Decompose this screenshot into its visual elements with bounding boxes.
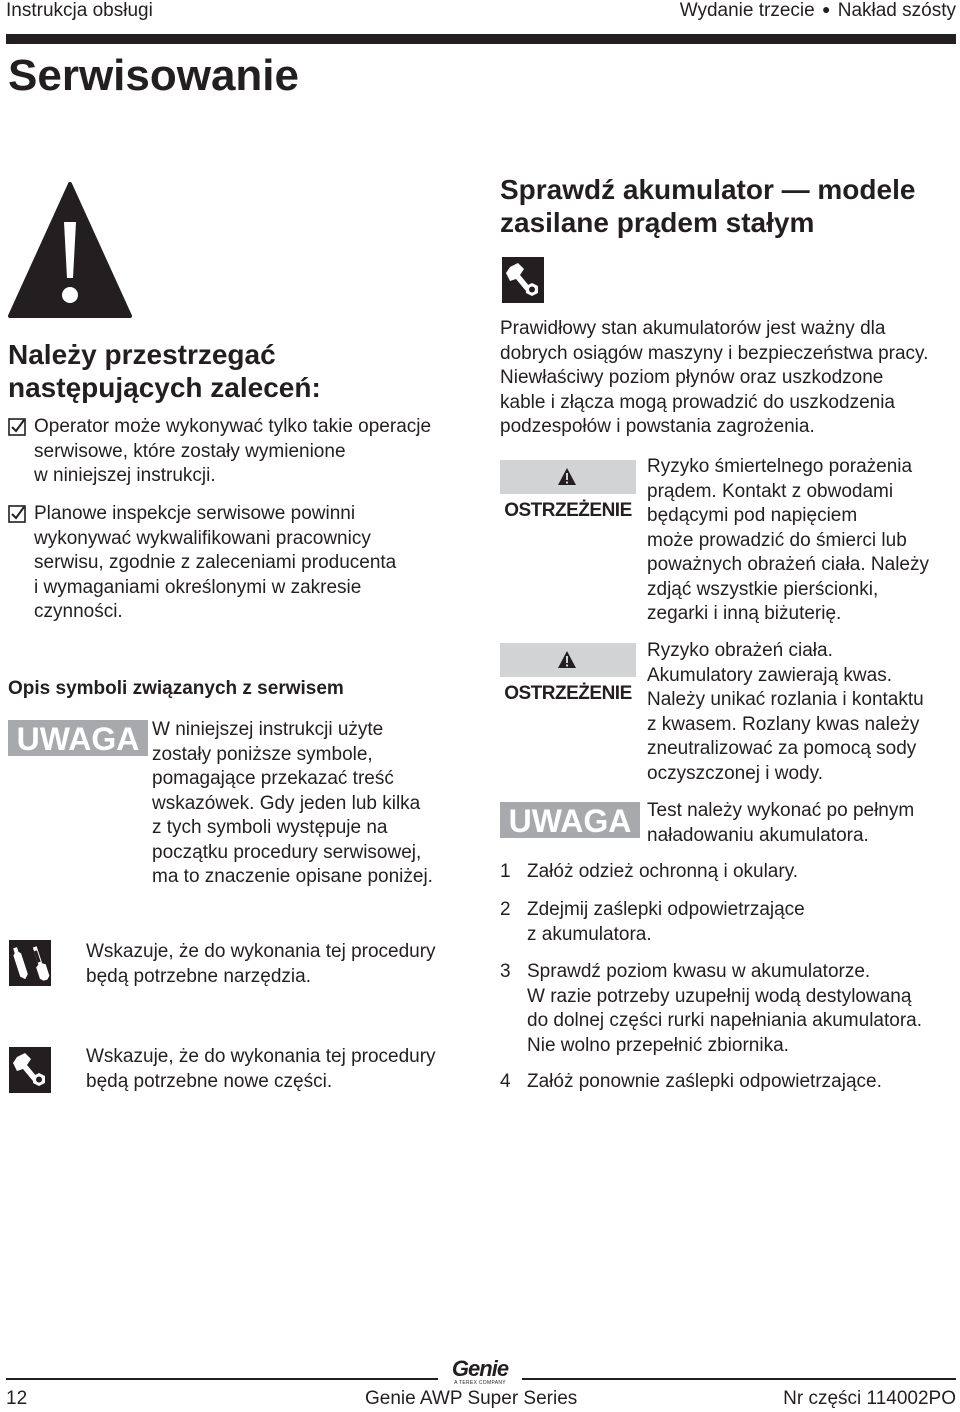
checklist-2-line-5: czynności. (34, 601, 123, 622)
parts-description (86, 1045, 436, 1094)
checklist-2-line-2: wykonywać wykwalifikowani pracownicy (34, 527, 371, 549)
warning2-line-2: Akumulatory zawierają kwas. (647, 664, 892, 686)
uwaga-line-3: pomagające przekazać treść (152, 768, 394, 789)
parts-icon (501, 257, 545, 303)
parts-line-2: będą potrzebne nowe części. (86, 1070, 333, 1092)
warning-badge (500, 460, 636, 521)
step-4-text (527, 1070, 882, 1095)
checkbox-checked-icon (8, 418, 26, 436)
right-heading-line-2: zasilane prądem stałym (500, 207, 815, 238)
warning2-line-4: z kwasem. Rozlany kwas należy (647, 713, 920, 735)
step-2-line-1: Zdejmij zaślepki odpowietrzające (527, 899, 805, 920)
warning1-line-1: Ryzyko śmiertelnego porażenia (647, 456, 913, 477)
notice-line-1: Test należy wykonać po pełnym (647, 800, 915, 821)
footer-part-number: Nr części 114002PO (783, 1388, 956, 1409)
warning-label: OSTRZEŻENIE (504, 500, 632, 521)
header-edition-part1: Wydanie trzecie (679, 0, 815, 21)
step-3-line-4: Nie wolno przepełnić zbiornika. (527, 1034, 789, 1056)
warning-triangle-icon (8, 182, 132, 318)
uwaga-description (152, 718, 433, 890)
uwaga-badge: UWAGA (8, 720, 148, 756)
footer-rule-right (522, 1378, 956, 1380)
uwaga-badge: UWAGA (500, 802, 640, 838)
warning-badge (500, 643, 636, 704)
uwaga-line-6: początku procedury serwisowej, (152, 841, 422, 863)
warning-electrocution-text (647, 455, 929, 627)
checklist-item-2 (34, 502, 396, 625)
left-heading (8, 338, 321, 404)
checklist-1-line-2: serwisowe, które zostały wymienione (34, 440, 346, 462)
right-heading-line-1: Sprawdź akumulator — modele (500, 174, 916, 205)
step-2-line-2: z akumulatora. (527, 923, 652, 945)
checklist-1-line-1: Operator może wykonywać tylko takie operacje (34, 416, 432, 437)
symbols-heading: Opis symboli związanych z serwisem (8, 678, 344, 699)
header-rule (6, 34, 956, 44)
step-3-line-1: Sprawdź poziom kwasu w akumulatorze. (527, 961, 871, 982)
checkbox-checked-icon (8, 505, 26, 523)
step-1-text (527, 860, 798, 885)
uwaga-line-2: zostały poniższe symbole, (152, 743, 373, 765)
warning2-line-5: zneutralizować za pomocą sody (647, 738, 917, 759)
warning2-line-1: Ryzyko obrażeń ciała. (647, 640, 833, 661)
checklist-item-1 (34, 415, 431, 489)
intro-line-2: dobrych osiągów maszyny i bezpieczeństwa pracy. (500, 342, 929, 364)
intro-line-1: Prawidłowy stan akumulatorów jest ważny dla (500, 318, 886, 339)
header-manual-title: Instrukcja obsługi (6, 0, 153, 21)
checklist-2-line-3: serwisu, zgodnie z zaleceniami producenta (34, 552, 397, 573)
logo-text: Genie (451, 1356, 509, 1381)
step-number: 1 (500, 861, 511, 882)
parts-icon (9, 1047, 51, 1093)
step-number: 2 (500, 899, 511, 920)
uwaga-line-1: W niniejszej instrukcji użyte (152, 719, 384, 740)
footer-series: Genie AWP Super Series (365, 1388, 578, 1409)
warning-label: OSTRZEŻENIE (504, 683, 632, 704)
notice-text (647, 799, 914, 848)
page-title: Serwisowanie (8, 51, 300, 100)
step-number: 3 (500, 961, 511, 982)
warning1-line-5: poważnych obrażeń ciała. Należy (647, 554, 929, 575)
checklist-2-line-1: Planowe inspekcje serwisowe powinni (34, 503, 356, 524)
warning1-line-7: zegarki i inną biżuterię. (647, 603, 842, 624)
tools-line-2: będą potrzebne narzędzia. (86, 965, 311, 987)
intro-line-4: kable i złącza mogą prowadzić do uszkodzenia (500, 391, 895, 413)
tools-icon (9, 940, 51, 986)
step-number: 4 (500, 1071, 511, 1092)
header-edition-part2: Nakład szósty (837, 0, 956, 21)
warning1-line-6: zdjąć wszystkie pierścionki, (647, 578, 879, 600)
step-3-text (527, 960, 922, 1058)
page-number: 12 (6, 1388, 28, 1409)
warning2-line-3: Należy unikać rozlania i kontaktu (647, 689, 924, 710)
checklist-2-line-4: i wymaganiami określonymi w zakresie (34, 576, 362, 598)
tools-line-1: Wskazuje, że do wykonania tej procedury (86, 941, 436, 962)
genie-logo (440, 1358, 520, 1386)
intro-line-5: podzespołów i powstania zagrożenia. (500, 416, 815, 437)
logo-subtitle: A TEREX COMPANY (454, 1380, 506, 1386)
battery-intro (500, 317, 928, 440)
bullet-icon: ● (821, 1, 831, 17)
step-3-line-2: W razie potrzeby uzupełnij wodą destylowaną (527, 985, 912, 1007)
step-2-text (527, 898, 805, 947)
warning-triangle-icon (557, 650, 577, 669)
step-3-line-3: do dolnej części rurki napełniania akumulatora. (527, 1010, 923, 1031)
step-1-line-1: Załóż odzież ochronną i okulary. (527, 861, 799, 882)
step-4-line-1: Załóż ponownie zaślepki odpowietrzające. (527, 1071, 882, 1092)
uwaga-line-4: wskazówek. Gdy jeden lub kilka (152, 792, 421, 814)
checklist-1-line-3: w niniejszej instrukcji. (34, 465, 216, 486)
warning2-line-6: oczyszczonej i wody. (647, 762, 823, 784)
right-heading (500, 173, 915, 239)
uwaga-line-5: z tych symboli występuje na (152, 817, 388, 838)
tools-description (86, 940, 436, 989)
footer-rule-left (6, 1378, 438, 1380)
warning1-line-3: będącymi pod napięciem (647, 505, 858, 526)
left-heading-line-1: Należy przestrzegać (8, 339, 276, 370)
warning-triangle-icon (557, 467, 577, 486)
left-heading-line-2: następujących zaleceń: (8, 372, 321, 403)
intro-line-3: Niewłaściwy poziom płynów oraz uszkodzone (500, 367, 884, 388)
warning1-line-2: prądem. Kontakt z obwodami (647, 480, 894, 502)
warning1-line-4: może prowadzić do śmierci lub (647, 529, 907, 551)
header-edition (680, 0, 956, 22)
notice-line-2: naładowaniu akumulatora. (647, 824, 869, 846)
warning-acid-text (647, 639, 924, 786)
uwaga-line-7: ma to znaczenie opisane poniżej. (152, 866, 433, 887)
parts-line-1: Wskazuje, że do wykonania tej procedury (86, 1046, 436, 1067)
